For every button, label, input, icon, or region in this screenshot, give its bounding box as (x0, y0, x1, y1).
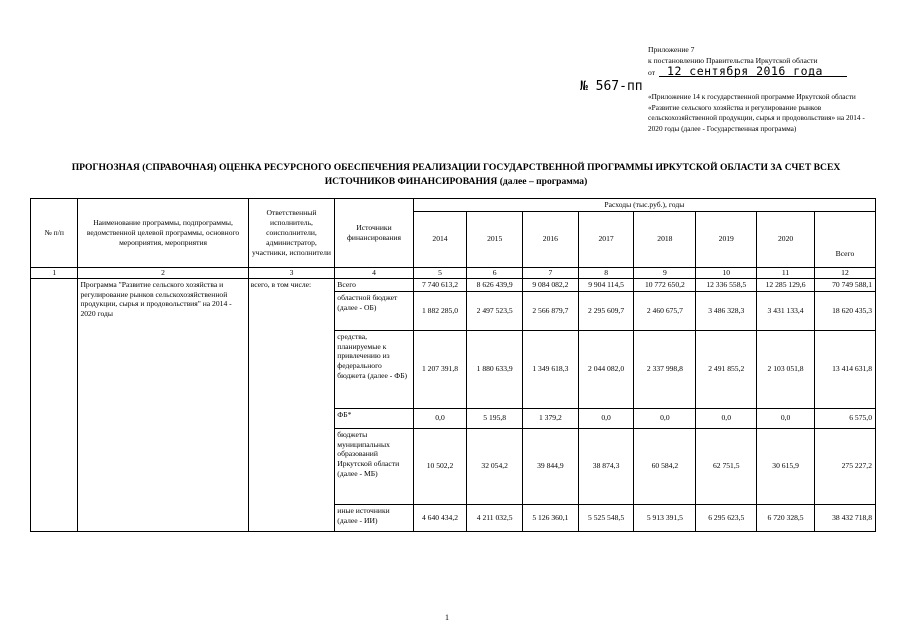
value-cell: 62 751,5 (696, 428, 757, 504)
funding-source: областной бюджет (далее - ОБ) (335, 291, 413, 330)
header-year: 2015 (467, 211, 523, 267)
value-cell: 2 460 675,7 (634, 291, 696, 330)
column-index: 12 (814, 267, 875, 278)
funding-source: Всего (335, 278, 413, 291)
funding-source: средства, планируемые к привлечению из федерального бюджета (далее - ФБ) (335, 330, 413, 408)
value-cell: 1 207 391,8 (413, 330, 467, 408)
column-index: 9 (634, 267, 696, 278)
value-cell: 0,0 (634, 408, 696, 428)
total-cell: 70 749 588,1 (814, 278, 875, 291)
program-responsible: всего, в том числе: (248, 278, 335, 531)
header-num: № п/п (31, 199, 78, 268)
page-number: 1 (445, 613, 449, 622)
funding-source: иные источники (далее - ИИ) (335, 504, 413, 531)
value-cell: 2 337 998,8 (634, 330, 696, 408)
value-cell: 30 615,9 (757, 428, 815, 504)
column-index: 1 (31, 267, 78, 278)
value-cell: 1 349 618,3 (523, 330, 579, 408)
value-cell: 4 211 032,5 (467, 504, 523, 531)
column-index: 8 (578, 267, 634, 278)
column-index: 3 (248, 267, 335, 278)
value-cell: 10 772 650,2 (634, 278, 696, 291)
total-cell: 18 620 435,3 (814, 291, 875, 330)
table-row (31, 278, 876, 291)
value-cell: 2 103 051,8 (757, 330, 815, 408)
appendix-date-row (648, 66, 847, 78)
value-cell: 6 720 328,5 (757, 504, 815, 531)
value-cell: 9 084 082,2 (523, 278, 579, 291)
value-cell: 12 336 558,5 (696, 278, 757, 291)
value-cell: 0,0 (757, 408, 815, 428)
header-year: 2018 (634, 211, 696, 267)
value-cell: 32 054,2 (467, 428, 523, 504)
appendix-title: Приложение 7 (648, 45, 695, 54)
value-cell: 2 044 082,0 (578, 330, 634, 408)
value-cell: 9 904 114,5 (578, 278, 634, 291)
column-index: 4 (335, 267, 413, 278)
column-index: 7 (523, 267, 579, 278)
value-cell: 2 491 855,2 (696, 330, 757, 408)
header-year: 2017 (578, 211, 634, 267)
value-cell: 60 584,2 (634, 428, 696, 504)
total-cell: 6 575,0 (814, 408, 875, 428)
value-cell: 0,0 (578, 408, 634, 428)
value-cell: 2 497 523,5 (467, 291, 523, 330)
funding-source: бюджеты муниципальных образований Иркутской области (далее - МБ) (335, 428, 413, 504)
value-cell: 0,0 (696, 408, 757, 428)
program-number (31, 278, 78, 531)
value-cell: 12 285 129,6 (757, 278, 815, 291)
value-cell: 5 525 548,5 (578, 504, 634, 531)
value-cell: 1 379,2 (523, 408, 579, 428)
value-cell: 8 626 439,9 (467, 278, 523, 291)
header-year: 2016 (523, 211, 579, 267)
value-cell: 2 295 609,7 (578, 291, 634, 330)
value-cell: 5 126 360,1 (523, 504, 579, 531)
column-index: 5 (413, 267, 467, 278)
value-cell: 0,0 (413, 408, 467, 428)
value-cell: 39 844,9 (523, 428, 579, 504)
value-cell: 3 431 133,4 (757, 291, 815, 330)
header-name: Наименование программы, подпрограммы, ведомственной целевой программы, основного мероприятия, мероприятия (78, 199, 248, 268)
total-cell: 38 432 718,8 (814, 504, 875, 531)
appendix-note: «Приложение 14 к государственной программе Иркутской области «Развитие сельского хозяйства и регулирование рынков сельскохозяйственной продукции, сырья и продовольствия» на 2014 - 2020 годы (далее - Государственная программа) (648, 92, 865, 133)
resolution-date: 12 сентября 2016 года (659, 66, 847, 77)
header-year: 2020 (757, 211, 815, 267)
column-index: 6 (467, 267, 523, 278)
total-cell: 13 414 631,8 (814, 330, 875, 408)
value-cell: 38 874,3 (578, 428, 634, 504)
value-cell: 5 195,8 (467, 408, 523, 428)
column-index: 2 (78, 267, 248, 278)
value-cell: 6 295 623,5 (696, 504, 757, 531)
document-number: № 567-пп (580, 79, 643, 94)
total-cell: 275 227,2 (814, 428, 875, 504)
value-cell: 4 640 434,2 (413, 504, 467, 531)
date-prefix: от (648, 68, 656, 77)
column-index: 11 (757, 267, 815, 278)
resource-table (30, 198, 876, 532)
program-name: Программа "Развитие сельского хозяйства и регулирование рынков сельскохозяйственной продукции, сырья и продовольствия" на 2014 - 2020 годы (78, 278, 248, 531)
value-cell: 5 913 391,5 (634, 504, 696, 531)
header-expenses: Расходы (тыс.руб.), годы (413, 199, 875, 212)
funding-source: ФБ* (335, 408, 413, 428)
header-year: 2019 (696, 211, 757, 267)
appendix-resolution: к постановлению Правительства Иркутской области (648, 56, 818, 65)
value-cell: 3 486 328,3 (696, 291, 757, 330)
value-cell: 10 502,2 (413, 428, 467, 504)
header-total: Всего (814, 211, 875, 267)
value-cell: 2 566 879,7 (523, 291, 579, 330)
value-cell: 1 882 285,0 (413, 291, 467, 330)
header-year: 2014 (413, 211, 467, 267)
page-title: ПРОГНОЗНАЯ (СПРАВОЧНАЯ) ОЦЕНКА РЕСУРСНОГО ОБЕСПЕЧЕНИЯ РЕАЛИЗАЦИИ ГОСУДАРСТВЕННОЙ ПРОГРАММЫ ИРКУТСКОЙ ОБЛАСТИ ЗА СЧЕТ ВСЕХ ИСТОЧНИКОВ ФИНАНСИРОВАНИЯ (далее – программа) (71, 162, 841, 187)
header-source: Источники финансирования (335, 199, 413, 268)
header-responsible: Ответственный исполнитель, соисполнители, администратор, участники, исполнители (248, 199, 335, 268)
value-cell: 7 740 613,2 (413, 278, 467, 291)
column-index: 10 (696, 267, 757, 278)
value-cell: 1 880 633,9 (467, 330, 523, 408)
